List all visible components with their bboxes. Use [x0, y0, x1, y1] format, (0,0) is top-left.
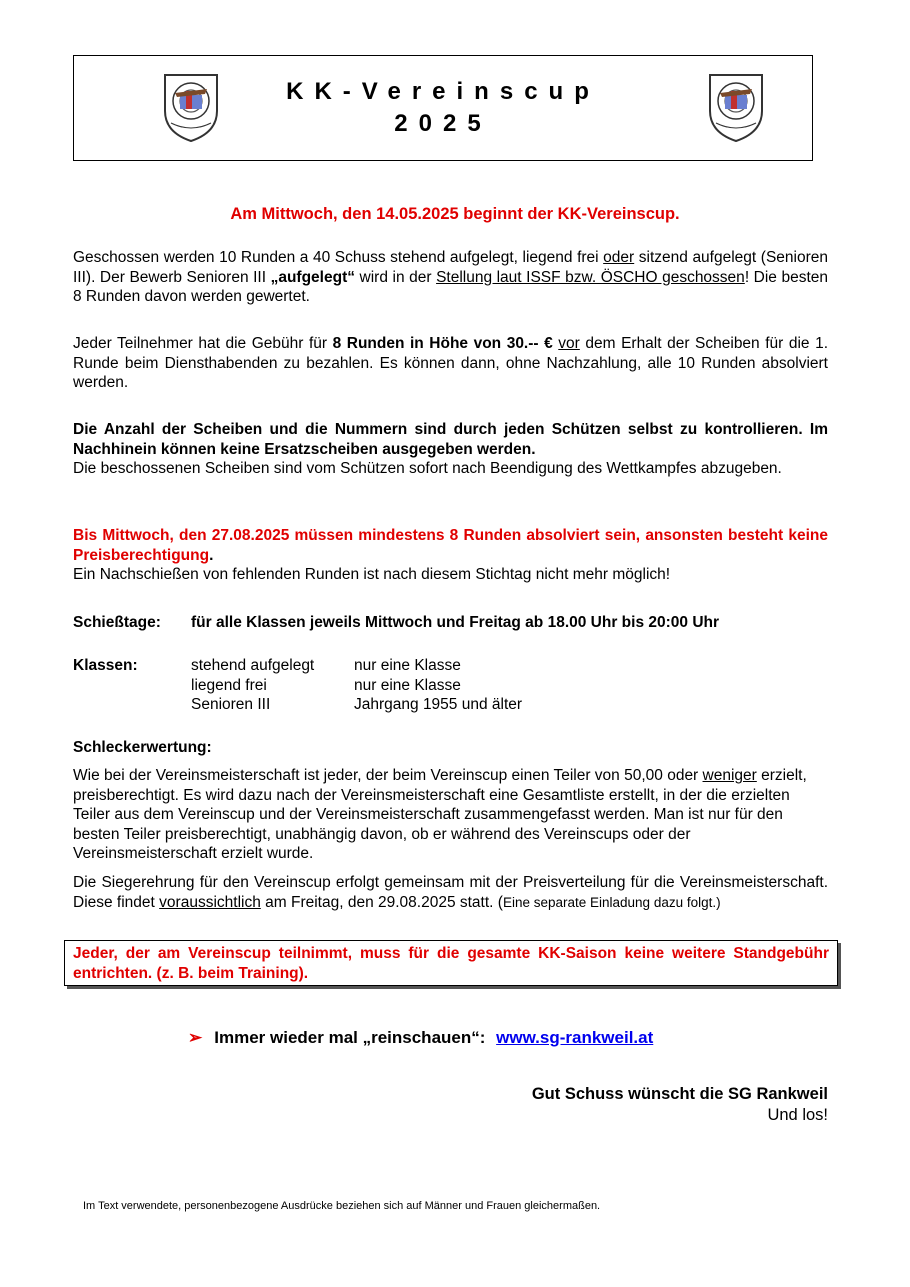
p1-text: ! Die besten 8 Runden davon werden gewertet. [73, 268, 828, 305]
paragraph-rules [73, 248, 828, 307]
title-line2: 2025 [394, 110, 492, 137]
p2-text: dem Erhalt der Scheiben für die 1. Runde beim Diensthabenden zu bezahlen. Es können dann, ohne Nachzahlung, alle 10 Runden absolviert werden. [73, 335, 829, 391]
schlecker-heading: Schleckerwertung: [73, 739, 212, 756]
closing-line2: Und los! [767, 1106, 828, 1124]
p1-stellung: Stellung laut ISSF bzw. ÖSCHO geschossen [436, 268, 745, 286]
schlecker-paragraph: Wie bei der Vereinsmeisterschaft ist jeder, der beim Vereinscup einen Teiler von 50,00 oder weniger erzielt, preisberechtigt. Es wird dazu nach der Vereinsmeisterschaft eine Gesamtliste erstellt, in der die erzielten Teiler aus dem Vereinscup und der Vereinsmeisterschaft zusammengefasst werden. Man ist nur für den besten Teiler preisberechtigt, unabhängig davon, ob er während des Vereinscups oder der Vereinsmeisterschaft erzielt wurde. [73, 767, 807, 862]
p2-text: Jeder Teilnehmer hat die Gebühr für [73, 335, 333, 352]
schiesstage-label: Schießtage: [73, 614, 161, 631]
bullet-arrow-icon: ➢ [188, 1028, 203, 1047]
klassen-table [73, 656, 833, 716]
p4-red: Bis Mittwoch, den 27.08.2025 müssen mindestens 8 Runden absolviert sein, ansonsten besteht keine Preisberechtigung [73, 527, 828, 564]
p1-oder: oder [603, 249, 635, 266]
p3-normal: Die beschossenen Scheiben sind vom Schützen sofort nach Beendigung des Wettkampfes abzugeben. [73, 460, 782, 477]
p2-vor: vor [558, 335, 580, 352]
siegerehrung-paragraph: Die Siegerehrung für den Vereinscup erfolgt gemeinsam mit der Preisverteilung für die Vereinsmeisterschaft. Diese findet voraussichtlich am Freitag, den 29.08.2025 statt. (Eine separate Einladung dazu folgt.) [73, 874, 828, 911]
p1-text: sitzend aufgelegt (Senioren III). Der Bewerb Senioren III [73, 249, 828, 286]
siegerehrung-voraussichtlich: voraussichtlich [159, 893, 261, 911]
club-logo-right [706, 71, 766, 143]
footer-note: Im Text verwendete, personenbezogene Ausdrücke beziehen sich auf Männer und Frauen gleichermaßen. [83, 1200, 601, 1212]
notice-box: Jeder, der am Vereinscup teilnimmt, muss für die gesamte KK-Saison keine weitere Standgebühr entrichten. (z. B. beim Training). [64, 940, 838, 986]
klassen-name: liegend frei [191, 676, 267, 694]
klassen-name: stehend aufgelegt [191, 657, 315, 674]
p1-aufgelegt: „aufgelegt“ [270, 268, 355, 286]
website-link[interactable]: www.sg-rankweil.at [496, 1028, 654, 1047]
p4-normal: Ein Nachschießen von fehlenden Runden ist nach diesem Stichtag nicht mehr möglich! [73, 566, 671, 583]
website-line [188, 1028, 653, 1048]
klassen-info: Jahrgang 1955 und älter [354, 696, 523, 713]
klassen-info: nur eine Klasse [354, 657, 461, 674]
p3-bold: Die Anzahl der Scheiben und die Nummern sind durch jeden Schützen selbst zu kontrollieren. Im Nachhinein können keine Ersatzscheiben ausgegeben werden. [73, 421, 828, 458]
intro-heading: Am Mittwoch, den 14.05.2025 beginnt der KK-Vereinscup. [230, 205, 680, 223]
title-line1: KK-Vereinscup [286, 78, 600, 105]
schiesstage-value: für alle Klassen jeweils Mittwoch und Freitag ab 18.00 Uhr bis 20:00 Uhr [191, 614, 720, 631]
header-box [73, 55, 813, 161]
klassen-name: Senioren III [191, 696, 271, 713]
paragraph-deadline: Bis Mittwoch, den 27.08.2025 müssen mindestens 8 Runden absolviert sein, ansonsten besteht keine Preisberechtigung. Ein Nachschießen von fehlenden Runden ist nach diesem Stichtag nicht mehr möglich! [73, 527, 828, 583]
paragraph-fee [73, 334, 828, 393]
p1-text: wird in der [355, 268, 437, 286]
closing-line1: Gut Schuss wünscht die SG Rankweil [531, 1085, 828, 1103]
website-text: Immer wieder mal „reinschauen“: [214, 1028, 486, 1047]
klassen-label: Klassen: [73, 657, 138, 674]
p1-text: Geschossen werden 10 Runden a 40 Schuss stehend aufgelegt, liegend frei [73, 249, 604, 266]
p2-fee: 8 Runden in Höhe von 30.-- € [332, 335, 553, 352]
klassen-info: nur eine Klasse [354, 676, 461, 694]
paragraph-targets [73, 420, 828, 479]
schlecker-weniger: weniger [702, 767, 757, 784]
